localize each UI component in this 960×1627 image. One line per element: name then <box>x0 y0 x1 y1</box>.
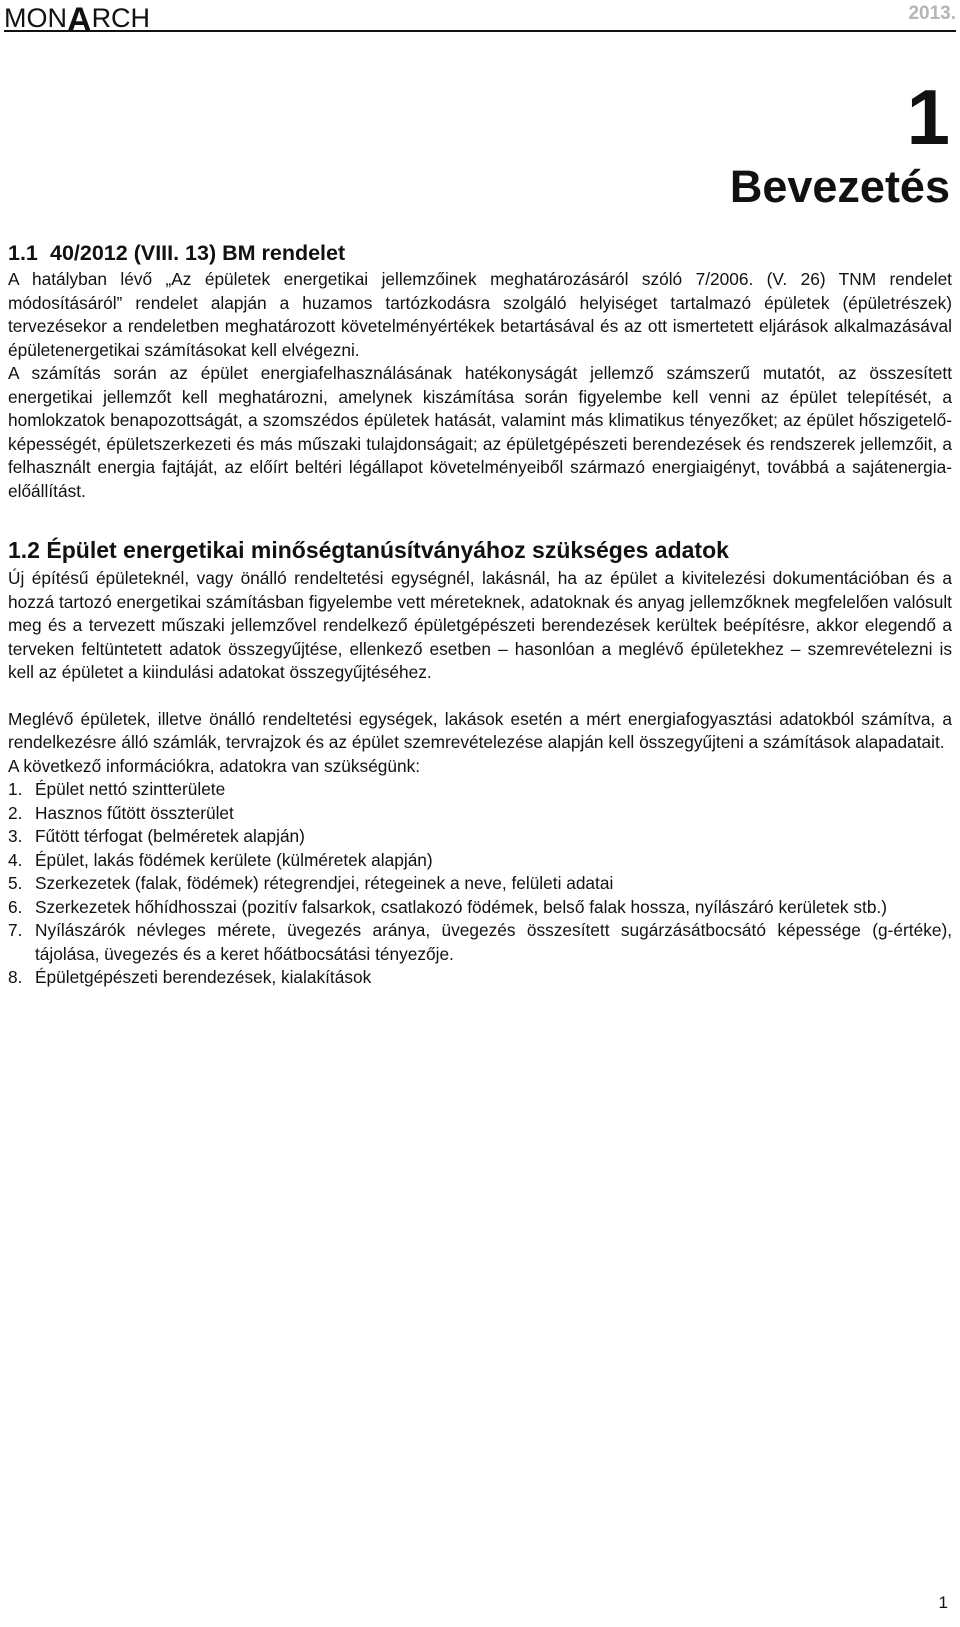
required-data-list <box>8 778 952 990</box>
section-number: 1.1 <box>8 241 38 265</box>
list-item <box>8 825 952 849</box>
logo-text-part1: MON <box>4 3 67 33</box>
list-item <box>8 849 952 873</box>
list-item-text: Épület nettó szintterülete <box>35 779 226 799</box>
list-item-text: Nyílászárók névleges mérete, üvegezés aránya, üvegezés összesített sugárzásátbocsátó képessége (g-értéke), tájolása, üvegezés és a keret hőátbocsátási tényezője. <box>35 920 952 964</box>
list-item <box>8 802 952 826</box>
list-item-text: Szerkezetek (falak, födémek) rétegrendjei, rétegeinek a neve, felületi adatai <box>35 873 614 893</box>
section-1-1-paragraph-1: A hatályban lévő „Az épületek energetikai jellemzőinek meghatározásáról szóló 7/2006. (V. 26) TNM rendelet módosításáról” rendelet alapján a huzamos tartózkodásra szolgáló helyiséget tartalmazó épületek (épületrészek) tervezésekor a rendeletben meghatározott követelményértékek betartásával és az ott ismertetett eljárások alkalmazásával épületenergetikai számításokat kell elvégezni. <box>8 269 952 360</box>
list-item <box>8 896 952 920</box>
section-1-2-paragraph-2: Meglévő épületek, illetve önálló rendeltetési egységek, lakások esetén a mért energiafogyasztási adatokból számítva, a rendelkezésre álló számlák, tervrajzok és az épület szemrevételezése alapján kell összegyűjteni a számítások alapadatait. <box>8 708 952 752</box>
list-item-text: Hasznos fűtött összterület <box>35 802 234 823</box>
list-item-text: Épület, lakás födémek kerülete (külméretek alapján) <box>35 849 433 870</box>
section-title: Épület energetikai minőségtanúsítványához szükséges adatok <box>46 537 729 563</box>
monarch-logo <box>4 0 151 39</box>
logo-text-part2: RCH <box>91 3 151 33</box>
header-year: 2013. <box>908 3 956 24</box>
list-item-number: 2. <box>8 802 23 823</box>
chapter-title: Bevezetés <box>729 161 950 212</box>
chapter-number: 1 <box>906 73 950 161</box>
section-title: 40/2012 (VIII. 13) BM rendelet <box>50 241 346 265</box>
list-item-number: 3. <box>8 826 23 846</box>
page-content <box>8 238 952 990</box>
section-1-2-paragraph-1: Új építésű épületeknél, vagy önálló rendeltetési egységnél, lakásnál, ha az épület a kivitelezési dokumentációban és a hozzá tartozó energetikai számításban figyelembe vett méreteknek, adatoknak és anyag jellemzőknek megfelelően valósult meg és a tervezett műszaki jellemzővel rendelkező épületgépészeti berendezések kerültek beépítésre, akkor elegendő a terveken feltüntetett adatok összegyűjtése, ellenkező esetben – hasonlóan a meglévő épületekhez – szemrevételezni is kell az épületet a kiindulási adatokat összegyűjtéséhez. <box>8 568 952 682</box>
list-item <box>8 778 952 802</box>
list-item-text: Szerkezetek hőhídhosszai (pozitív falsarkok, csatlakozó födémek, belső falak hossza, nyílászáró kerületek stb.) <box>35 896 887 917</box>
page-number: 1 <box>938 1593 948 1612</box>
section-number: 1.2 <box>8 537 40 563</box>
list-item-text: Fűtött térfogat (belméretek alapján) <box>35 826 305 846</box>
list-intro: A következő információkra, adatokra van szükségünk: <box>8 755 421 776</box>
list-item-number: 6. <box>8 896 23 917</box>
list-item-number: 8. <box>8 967 23 987</box>
section-1-2-heading <box>8 533 952 567</box>
section-1-1-paragraph-2: A számítás során az épület energiafelhasználásának hatékonyságát jellemző számszerű mutatót, az összesített energetikai jellemzőt kell meghatározni, amelynek kiszámítása során figyelembe kell venni az épület telepítését, a homlokzatok benapozottságát, a szomszédos épületek hatását, valamint más klimatikus tényezőket; az épület hőszigetelő-képességét, épületszerkezeti és más műszaki tulajdonságait; az épületgépészeti berendezések és rendszerek jellemzőit, a felhasznált energia fajtáját, az előírt beltéri légállapot követelményeiből származó energiaigényt, továbbá a sajátenergia-előállítást. <box>8 363 952 501</box>
list-item-number: 1. <box>8 779 23 799</box>
list-item-number: 4. <box>8 849 23 870</box>
list-item-number: 7. <box>8 920 23 940</box>
list-item <box>8 966 952 990</box>
logo-text-a: A <box>67 1 92 39</box>
list-item-text: Épületgépészeti berendezések, kialakítások <box>35 967 372 987</box>
list-item <box>8 872 952 896</box>
list-item-number: 5. <box>8 873 23 893</box>
section-1-1-heading <box>8 238 952 268</box>
page-header <box>4 0 956 39</box>
list-item <box>8 919 952 966</box>
